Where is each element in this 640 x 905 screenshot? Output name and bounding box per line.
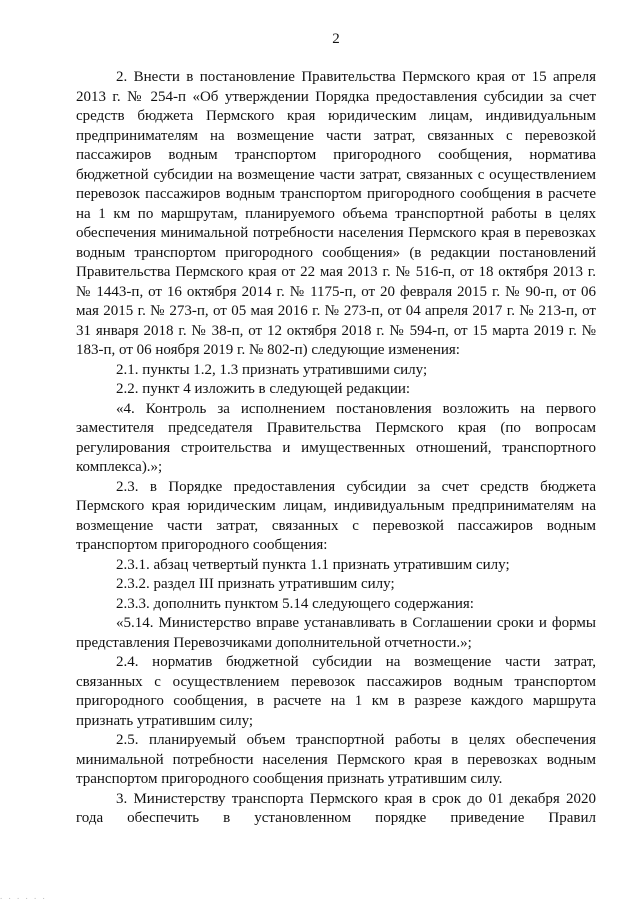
paragraph-quote-4: «4. Контроль за исполнением постановления возложить на первого заместителя председателя Правительства Пермского края (по вопросам регулирования строительства и имущественных отношений, транспортного комплекса).»; xyxy=(76,400,596,475)
paragraph-3: 3. Министерству транспорта Пермского края в срок до 01 декабря 2020 года обеспечить в установленном порядке приведение Правил xyxy=(76,790,596,826)
paragraph-2-2: 2.2. пункт 4 изложить в следующей редакции: xyxy=(116,381,411,397)
paragraph-2-5: 2.5. планируемый объем транспортной работы в целях обеспечения минимальной потребности населения Пермского края в перевозках водным транспортом пригородного сообщения признать утратившим силу. xyxy=(76,732,596,787)
page-number: 2 xyxy=(332,31,340,47)
paragraph-quote-5-14: «5.14. Министерство вправе устанавливать в Соглашении сроки и формы представления Перевозчиками дополнительной отчетности.»; xyxy=(76,615,596,651)
paragraph-2-3: 2.3. в Порядке предоставления субсидии за счет средств бюджета Пермского края юридическим лицам, индивидуальным предпринимателям на возмещение части затрат, связанных с перевозкой пассажиров водным транспортом пригородного сообщения: xyxy=(76,478,596,553)
paragraph-2-1: 2.1. пункты 1.2, 1.3 признать утратившими силу; xyxy=(116,361,428,378)
paragraph-2-3-2: 2.3.2. раздел III признать утратившим силу; xyxy=(116,576,395,592)
paragraph-2-3-1: 2.3.1. абзац четвертый пункта 1.1 признать утратившим силу; xyxy=(116,556,510,573)
scan-edge-marks: . . . . . . xyxy=(0,891,47,901)
paragraph-amendment-intro: 2. Внести в постановление Правительства Пермского края от 15 апреля 2013 г. № 254-п «Об утверждении Порядка предоставления субсидии за счет средств бюджета Пермского края юридическим лицам, индивидуальным предпринимателям на возмещение части затрат, связанных с перевозкой пассажиров водным транспортом пригородного сообщения, норматива бюджетной субсидии на возмещение части затрат, связанных с осуществлением перевозок пассажиров водным транспортом пригородного сообщения в расчете на 1 км по маршрутам, планируемого объема транспортной работы в целях обеспечения минимальной потребности населения Пермского края в перевозках водным транспортом пригородного сообщения» (в редакции постановлений Правительства Пермского края от 22 мая 2013 г. № 516-п, от 18 октября 2013 г. № 1443-п, от 16 октября 2014 г. № 1175-п, от 20 февраля 2015 г. № 90-п, от 06 мая 2015 г. № 273-п, от 05 мая 2016 г. № 273-п, от 04 апреля 2017 г. № 213-п, от 31 января 2018 г. № 38-п, от 12 октября 2018 г. № 594-п, от 15 марта 2019 г. № 183-п, от 06 ноября 2019 г. № 802-п) следующие изменения: xyxy=(76,69,596,358)
document-body xyxy=(76,68,596,829)
paragraph-2-4: 2.4. норматив бюджетной субсидии на возмещение части затрат, связанных с осуществлением перевозок пассажиров водным транспортом пригородного сообщения, в расчете на 1 км в разрезе каждого маршрута признать утратившим силу; xyxy=(76,654,596,729)
paragraph-2-3-3: 2.3.3. дополнить пунктом 5.14 следующего содержания: xyxy=(116,595,474,612)
